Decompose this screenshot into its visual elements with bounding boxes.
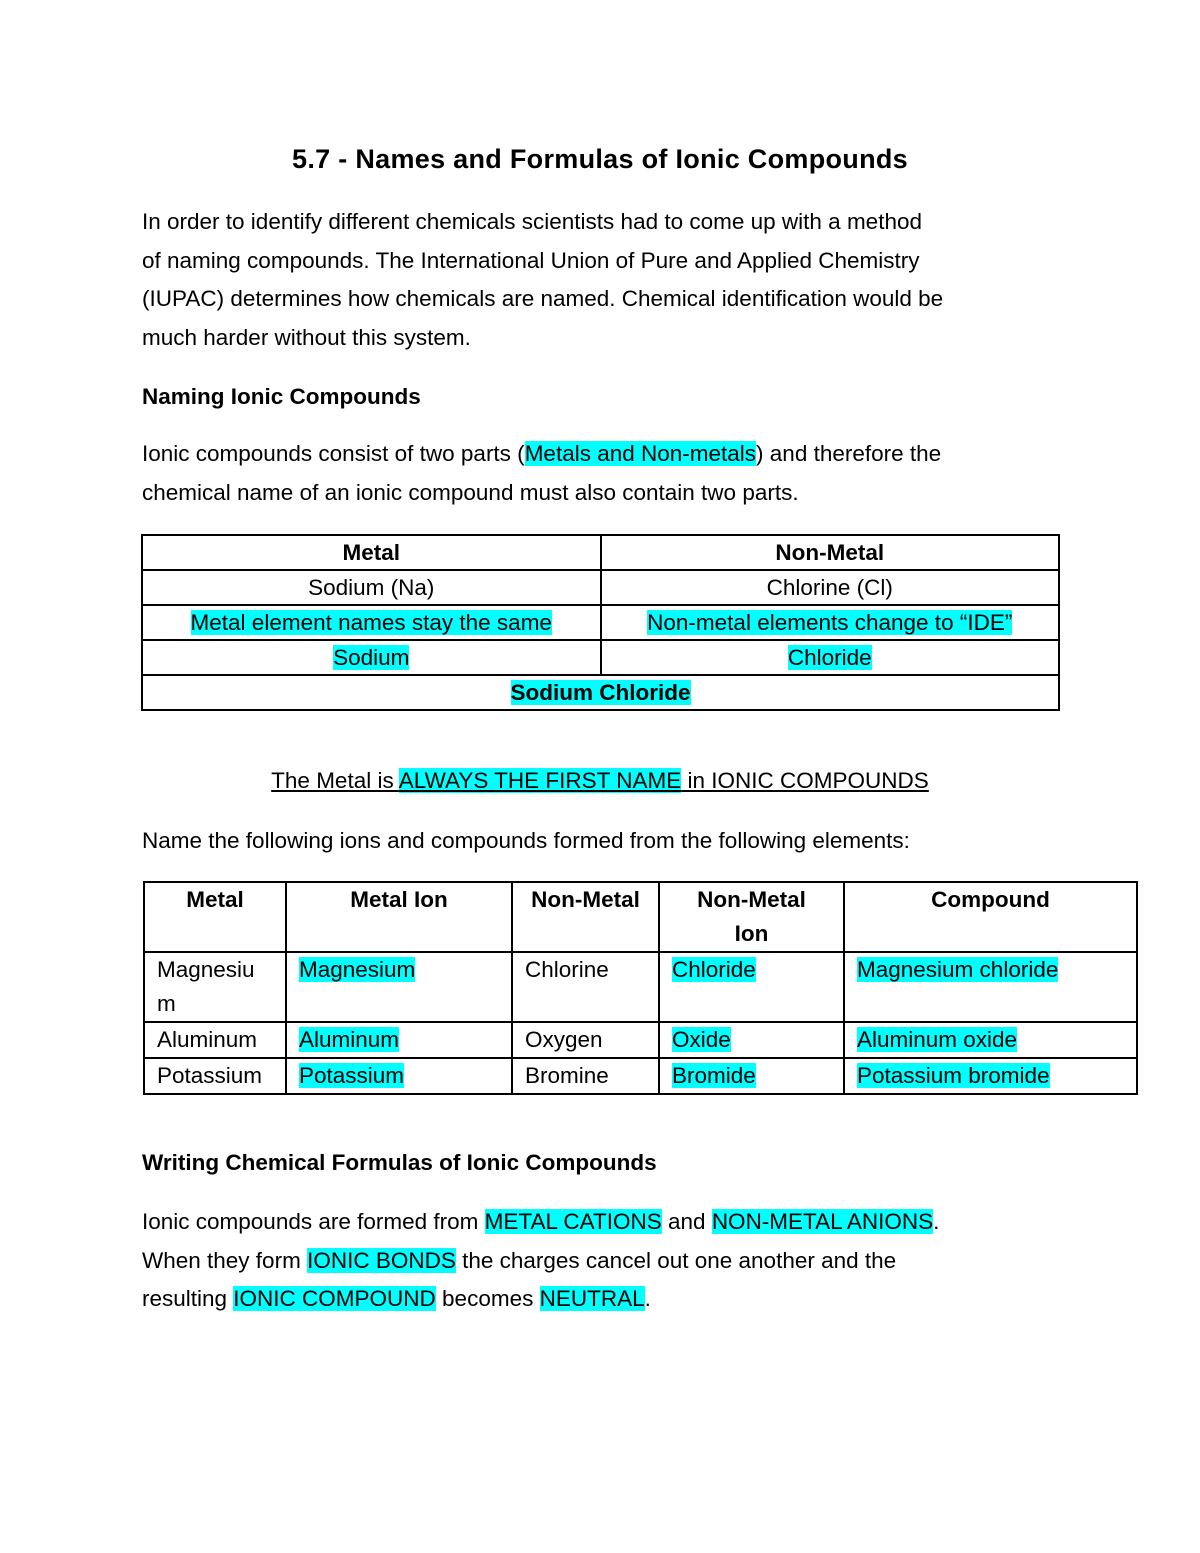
naming-line-1: [142, 435, 1082, 474]
table2-header: Metal: [144, 882, 286, 952]
intro-line-2: of naming compounds. The International Union of Pure and Applied Chemistry: [142, 247, 920, 273]
ions-compounds-table: [143, 881, 1138, 1095]
table2-cell: Potassium: [144, 1058, 286, 1094]
writing-line-2: When they form IONIC BONDS the charges cancel out one another and the: [142, 1247, 897, 1273]
table1-row: [142, 570, 1059, 605]
table2-cell: Aluminum: [144, 1022, 286, 1058]
table-row: [144, 952, 1137, 1022]
intro-line-1: In order to identify different chemicals scientists had to come up with a method: [142, 209, 922, 234]
table2-cell: Potassium: [286, 1058, 512, 1094]
table2-cell: Oxide: [659, 1022, 844, 1058]
table2-cell: Bromide: [659, 1058, 844, 1094]
sodium-chloride-highlight: Sodium Chloride: [510, 679, 691, 705]
rule-text-a: The Metal is: [271, 768, 399, 793]
table2-header: Non-Metal: [512, 882, 659, 952]
table2-header: Compound: [844, 882, 1137, 952]
table-row: [144, 1022, 1137, 1058]
table2-cell: Oxygen: [512, 1022, 659, 1058]
naming-paragraph: [142, 435, 1082, 512]
metal-first-rule: [0, 768, 1200, 794]
intro-line-4: much harder without this system.: [142, 325, 471, 351]
table2-cell: Magnesium: [286, 952, 512, 1022]
table1-row: [142, 605, 1059, 640]
naming-text-a: Ionic compounds consist of two parts (: [142, 441, 525, 466]
ionic-compound-highlight: IONIC COMPOUND: [233, 1286, 436, 1312]
sodium-highlight: Sodium: [333, 644, 410, 670]
table1-header-metal: Metal: [142, 535, 601, 570]
nonmetal-rule-highlight: Non-metal elements change to “IDE”: [647, 609, 1013, 635]
writing-line-3: resulting IONIC COMPOUND becomes NEUTRAL.: [142, 1286, 651, 1312]
table2-cell: Potassium bromide: [844, 1058, 1137, 1094]
table1-cell: [142, 640, 601, 675]
table1-row: [142, 640, 1059, 675]
intro-line-3: (IUPAC) determines how chemicals are named. Chemical identification would be: [142, 286, 944, 312]
writing-line-1: Ionic compounds are formed from METAL CATIONS and NON-METAL ANIONS.: [142, 1209, 940, 1234]
table1-combined-row: [142, 675, 1059, 710]
table2-cell: Magnesium chloride: [844, 952, 1137, 1022]
sodium-chloride-table: [141, 534, 1060, 711]
table2-cell: Aluminum oxide: [844, 1022, 1137, 1058]
page-title: 5.7 - Names and Formulas of Ionic Compounds: [292, 144, 908, 174]
table1-header-row: [142, 535, 1059, 570]
table1-cell: Chlorine (Cl): [601, 570, 1060, 605]
intro-paragraph: [142, 203, 1082, 358]
table2-cell: Bromine: [512, 1058, 659, 1094]
writing-heading: Writing Chemical Formulas of Ionic Compounds: [142, 1150, 657, 1175]
ionic-bonds-highlight: IONIC BONDS: [307, 1247, 456, 1273]
naming-highlight: Metals and Non-metals: [524, 441, 757, 466]
table-row: [144, 1058, 1137, 1094]
table2-cell: Magnesium: [144, 952, 286, 1022]
nonmetal-anions-highlight: NON-METAL ANIONS: [711, 1209, 934, 1234]
rule-highlight: ALWAYS THE FIRST NAME: [398, 768, 682, 793]
table1-header-nonmetal: Non-Metal: [601, 535, 1060, 570]
naming-heading: Naming Ionic Compounds: [142, 384, 421, 409]
table2-header: Metal Ion: [286, 882, 512, 952]
metal-cations-highlight: METAL CATIONS: [484, 1209, 662, 1234]
table1-combined-cell: [142, 675, 1059, 710]
table2-cell: Chlorine: [512, 952, 659, 1022]
table2-cell: Aluminum: [286, 1022, 512, 1058]
naming-line-2: chemical name of an ionic compound must also contain two parts.: [142, 479, 799, 505]
instruction-text: Name the following ions and compounds formed from the following elements:: [142, 828, 910, 853]
metal-rule-highlight: Metal element names stay the same: [190, 609, 552, 635]
writing-paragraph: [142, 1203, 1082, 1319]
table2-header-row: [144, 882, 1137, 952]
naming-text-b: ) and therefore the: [756, 441, 942, 466]
table1-cell: [601, 640, 1060, 675]
chloride-highlight: Chloride: [787, 644, 872, 670]
table2-header: Non-Metal Ion: [659, 882, 844, 952]
table2-cell: Chloride: [659, 952, 844, 1022]
neutral-highlight: NEUTRAL: [539, 1286, 645, 1312]
rule-text-b: in IONIC COMPOUNDS: [681, 768, 929, 793]
table1-cell: [601, 605, 1060, 640]
table1-cell: [142, 605, 601, 640]
table1-cell: Sodium (Na): [142, 570, 601, 605]
